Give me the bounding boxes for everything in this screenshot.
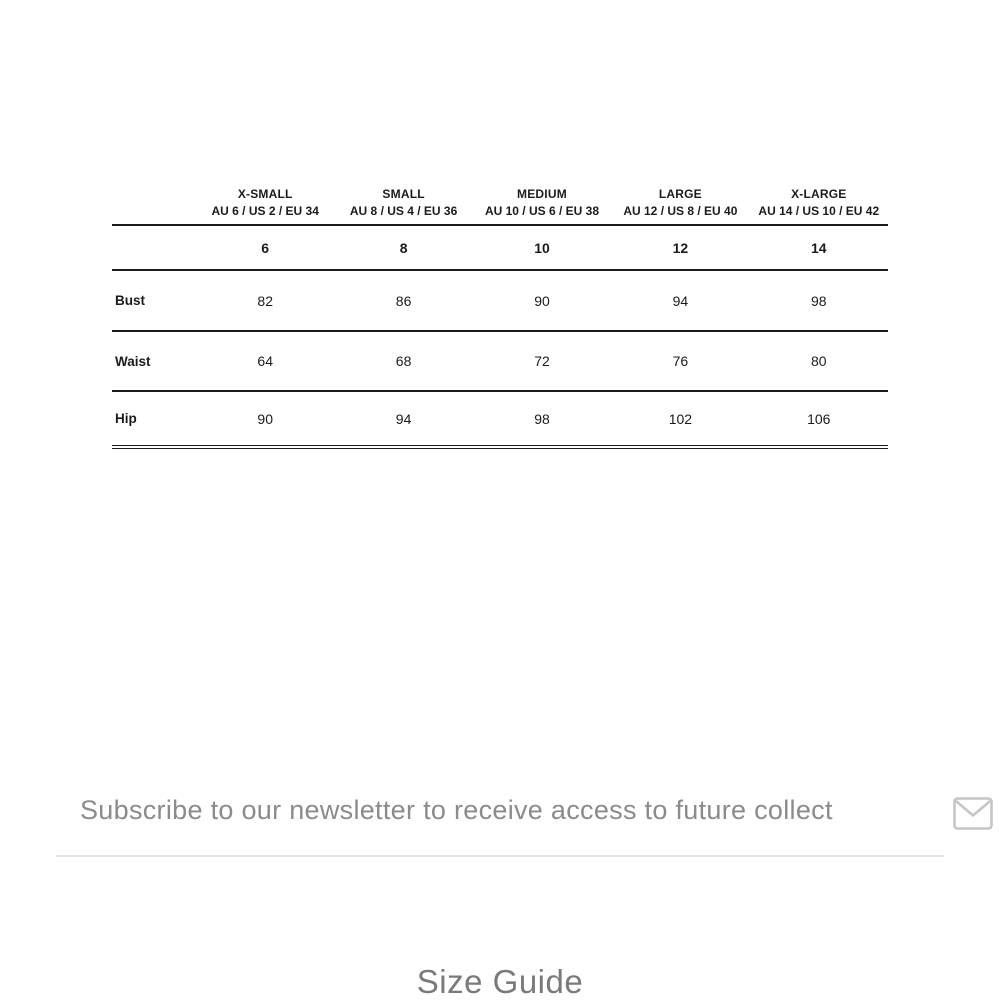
header-spacer-cell <box>112 186 196 225</box>
table-row-bust <box>112 270 888 331</box>
measurement-cell: 90 <box>473 270 611 331</box>
size-conversion-label: AU 14 / US 10 / EU 42 <box>758 204 880 218</box>
table-header-row <box>112 186 888 225</box>
row-label: Bust <box>112 270 196 331</box>
page-title: Size Guide <box>416 963 584 1000</box>
size-number-cell: 14 <box>750 225 888 270</box>
size-number-cell: 12 <box>611 225 749 270</box>
table-row-sizes <box>112 225 888 270</box>
size-conversion-label: AU 8 / US 4 / EU 36 <box>349 204 458 218</box>
size-name-label: SMALL <box>382 187 425 201</box>
measurement-cell: 94 <box>611 270 749 331</box>
table-row-hip <box>112 391 888 447</box>
size-number-cell: 8 <box>334 225 472 270</box>
row-spacer-cell <box>112 225 196 270</box>
size-name-label: LARGE <box>658 187 702 201</box>
envelope-icon[interactable] <box>953 797 993 831</box>
size-table <box>112 186 888 449</box>
measurement-cell: 64 <box>196 331 334 391</box>
size-name-label: X-SMALL <box>237 187 293 201</box>
measurement-cell: 106 <box>750 391 888 447</box>
column-header-xlarge <box>750 186 888 225</box>
size-name-label: MEDIUM <box>517 187 567 201</box>
measurement-cell: 86 <box>334 270 472 331</box>
newsletter-subscribe-link[interactable]: Subscribe to our newsletter to receive access to future collect <box>80 795 833 825</box>
row-label: Hip <box>112 391 196 447</box>
column-header-medium <box>473 186 611 225</box>
size-name-label: X-LARGE <box>791 187 847 201</box>
measurement-cell: 94 <box>334 391 472 447</box>
section-divider <box>56 855 944 857</box>
column-header-xsmall <box>196 186 334 225</box>
measurement-cell: 80 <box>750 331 888 391</box>
measurement-cell: 102 <box>611 391 749 447</box>
measurement-cell: 72 <box>473 331 611 391</box>
table-row-waist <box>112 331 888 391</box>
measurement-cell: 98 <box>473 391 611 447</box>
measurement-cell: 68 <box>334 331 472 391</box>
measurement-cell: 98 <box>750 270 888 331</box>
measurement-cell: 82 <box>196 270 334 331</box>
column-header-small <box>334 186 472 225</box>
size-conversion-label: AU 6 / US 2 / EU 34 <box>211 204 319 218</box>
row-label: Waist <box>112 331 196 391</box>
column-header-large <box>611 186 749 225</box>
size-conversion-label: AU 10 / US 6 / EU 38 <box>484 204 599 218</box>
measurement-cell: 76 <box>611 331 749 391</box>
measurement-cell: 90 <box>196 391 334 447</box>
size-conversion-label: AU 12 / US 8 / EU 40 <box>623 204 738 218</box>
size-number-cell: 6 <box>196 225 334 270</box>
size-number-cell: 10 <box>473 225 611 270</box>
